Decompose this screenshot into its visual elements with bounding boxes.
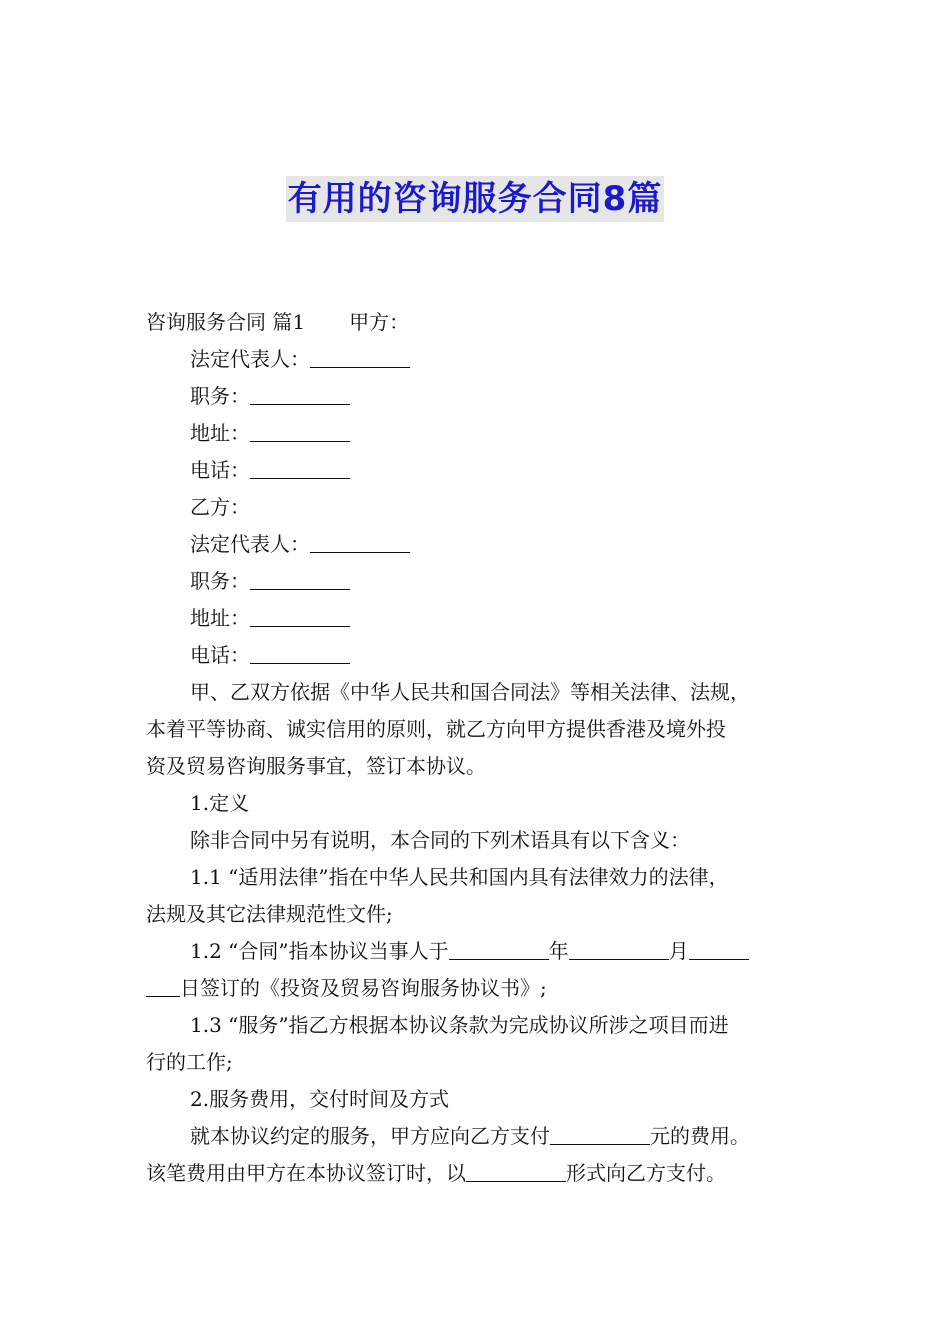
definition-1-2-text: 1.2 “合同”指本协议当事人于 <box>190 939 449 963</box>
section-1-title: 1.定义 <box>190 791 250 815</box>
party-a-label: 甲方： <box>349 310 410 334</box>
month-blank <box>569 937 669 960</box>
party-b-legal-rep-line <box>146 526 836 563</box>
intro-line-2: 本着平等协商、诚实信用的原则，就乙方向甲方提供香港及境外投 <box>146 717 726 741</box>
contract-heading: 咨询服务合同 篇1 <box>146 310 306 334</box>
party-a-address-label: 地址： <box>190 421 250 445</box>
party-a-position-blank <box>250 382 350 405</box>
definition-1-2-text-end: 日签订的《投资及贸易咨询服务协议书》; <box>180 976 547 1000</box>
section-2-line-1 <box>146 1118 836 1155</box>
party-b-address-label: 地址： <box>190 606 250 630</box>
party-b-position-label: 职务： <box>190 569 250 593</box>
party-a-address-line <box>146 415 836 452</box>
party-b-legal-rep-label: 法定代表人： <box>190 532 310 556</box>
party-b-line <box>146 489 836 526</box>
party-b-position-line <box>146 563 836 600</box>
party-b-label: 乙方： <box>190 495 250 519</box>
party-a-address-blank <box>250 419 350 442</box>
fee-text: 就本协议约定的服务，甲方应向乙方支付 <box>190 1124 550 1148</box>
party-b-legal-rep-blank <box>310 530 410 553</box>
party-a-phone-line <box>146 452 836 489</box>
definition-1-3-line-2: 行的工作; <box>146 1050 233 1074</box>
intro-line-3: 资及贸易咨询服务事宜，签订本协议。 <box>146 754 486 778</box>
fee-text-end: 元的费用。 <box>650 1124 750 1148</box>
definition-1-1-line-2: 法规及其它法律规范性文件; <box>146 902 393 926</box>
party-b-phone-line <box>146 637 836 674</box>
year-blank <box>449 937 549 960</box>
payment-form-blank <box>466 1159 566 1182</box>
year-label: 年 <box>548 939 569 963</box>
party-b-address-line <box>146 600 836 637</box>
party-b-phone-label: 电话： <box>190 643 250 667</box>
definition-1-3-line-1: 1.3 “服务”指乙方根据本协议条款为完成协议所涉之项目而进 <box>190 1013 729 1037</box>
section-1-intro: 除非合同中另有说明，本合同的下列术语具有以下含义： <box>190 828 690 852</box>
party-b-phone-blank <box>250 641 350 664</box>
document-title: 有用的咨询服务合同8篇 <box>286 176 665 222</box>
party-b-address-blank <box>250 604 350 627</box>
definition-1-2-line-1 <box>146 933 836 970</box>
document-body <box>146 304 836 1192</box>
party-b-position-blank <box>250 567 350 590</box>
contract-heading-line <box>146 304 836 341</box>
definition-1-1-line-1: 1.1 “适用法律”指在中华人民共和国内具有法律效力的法律， <box>190 865 729 889</box>
party-a-legal-rep-label: 法定代表人： <box>190 347 310 371</box>
definition-1-2-line-2 <box>146 970 836 1007</box>
payment-text: 该笔费用由甲方在本协议签订时，以 <box>146 1161 466 1185</box>
payment-text-end: 形式向乙方支付。 <box>566 1161 726 1185</box>
month-label: 月 <box>668 939 689 963</box>
party-a-phone-label: 电话： <box>190 458 250 482</box>
party-a-position-label: 职务： <box>190 384 250 408</box>
party-a-phone-blank <box>250 456 350 479</box>
section-2-title: 2.服务费用，交付时间及方式 <box>190 1087 450 1111</box>
party-a-legal-rep-line <box>146 341 836 378</box>
day-blank-part-2 <box>146 974 180 997</box>
intro-line-1: 甲、乙双方依据《中华人民共和国合同法》等相关法律、法规， <box>190 680 750 704</box>
fee-amount-blank <box>550 1122 650 1145</box>
party-a-legal-rep-blank <box>310 345 410 368</box>
section-2-line-2 <box>146 1155 836 1192</box>
day-blank-part-1 <box>689 937 749 960</box>
party-a-position-line <box>146 378 836 415</box>
title-container <box>0 176 950 222</box>
